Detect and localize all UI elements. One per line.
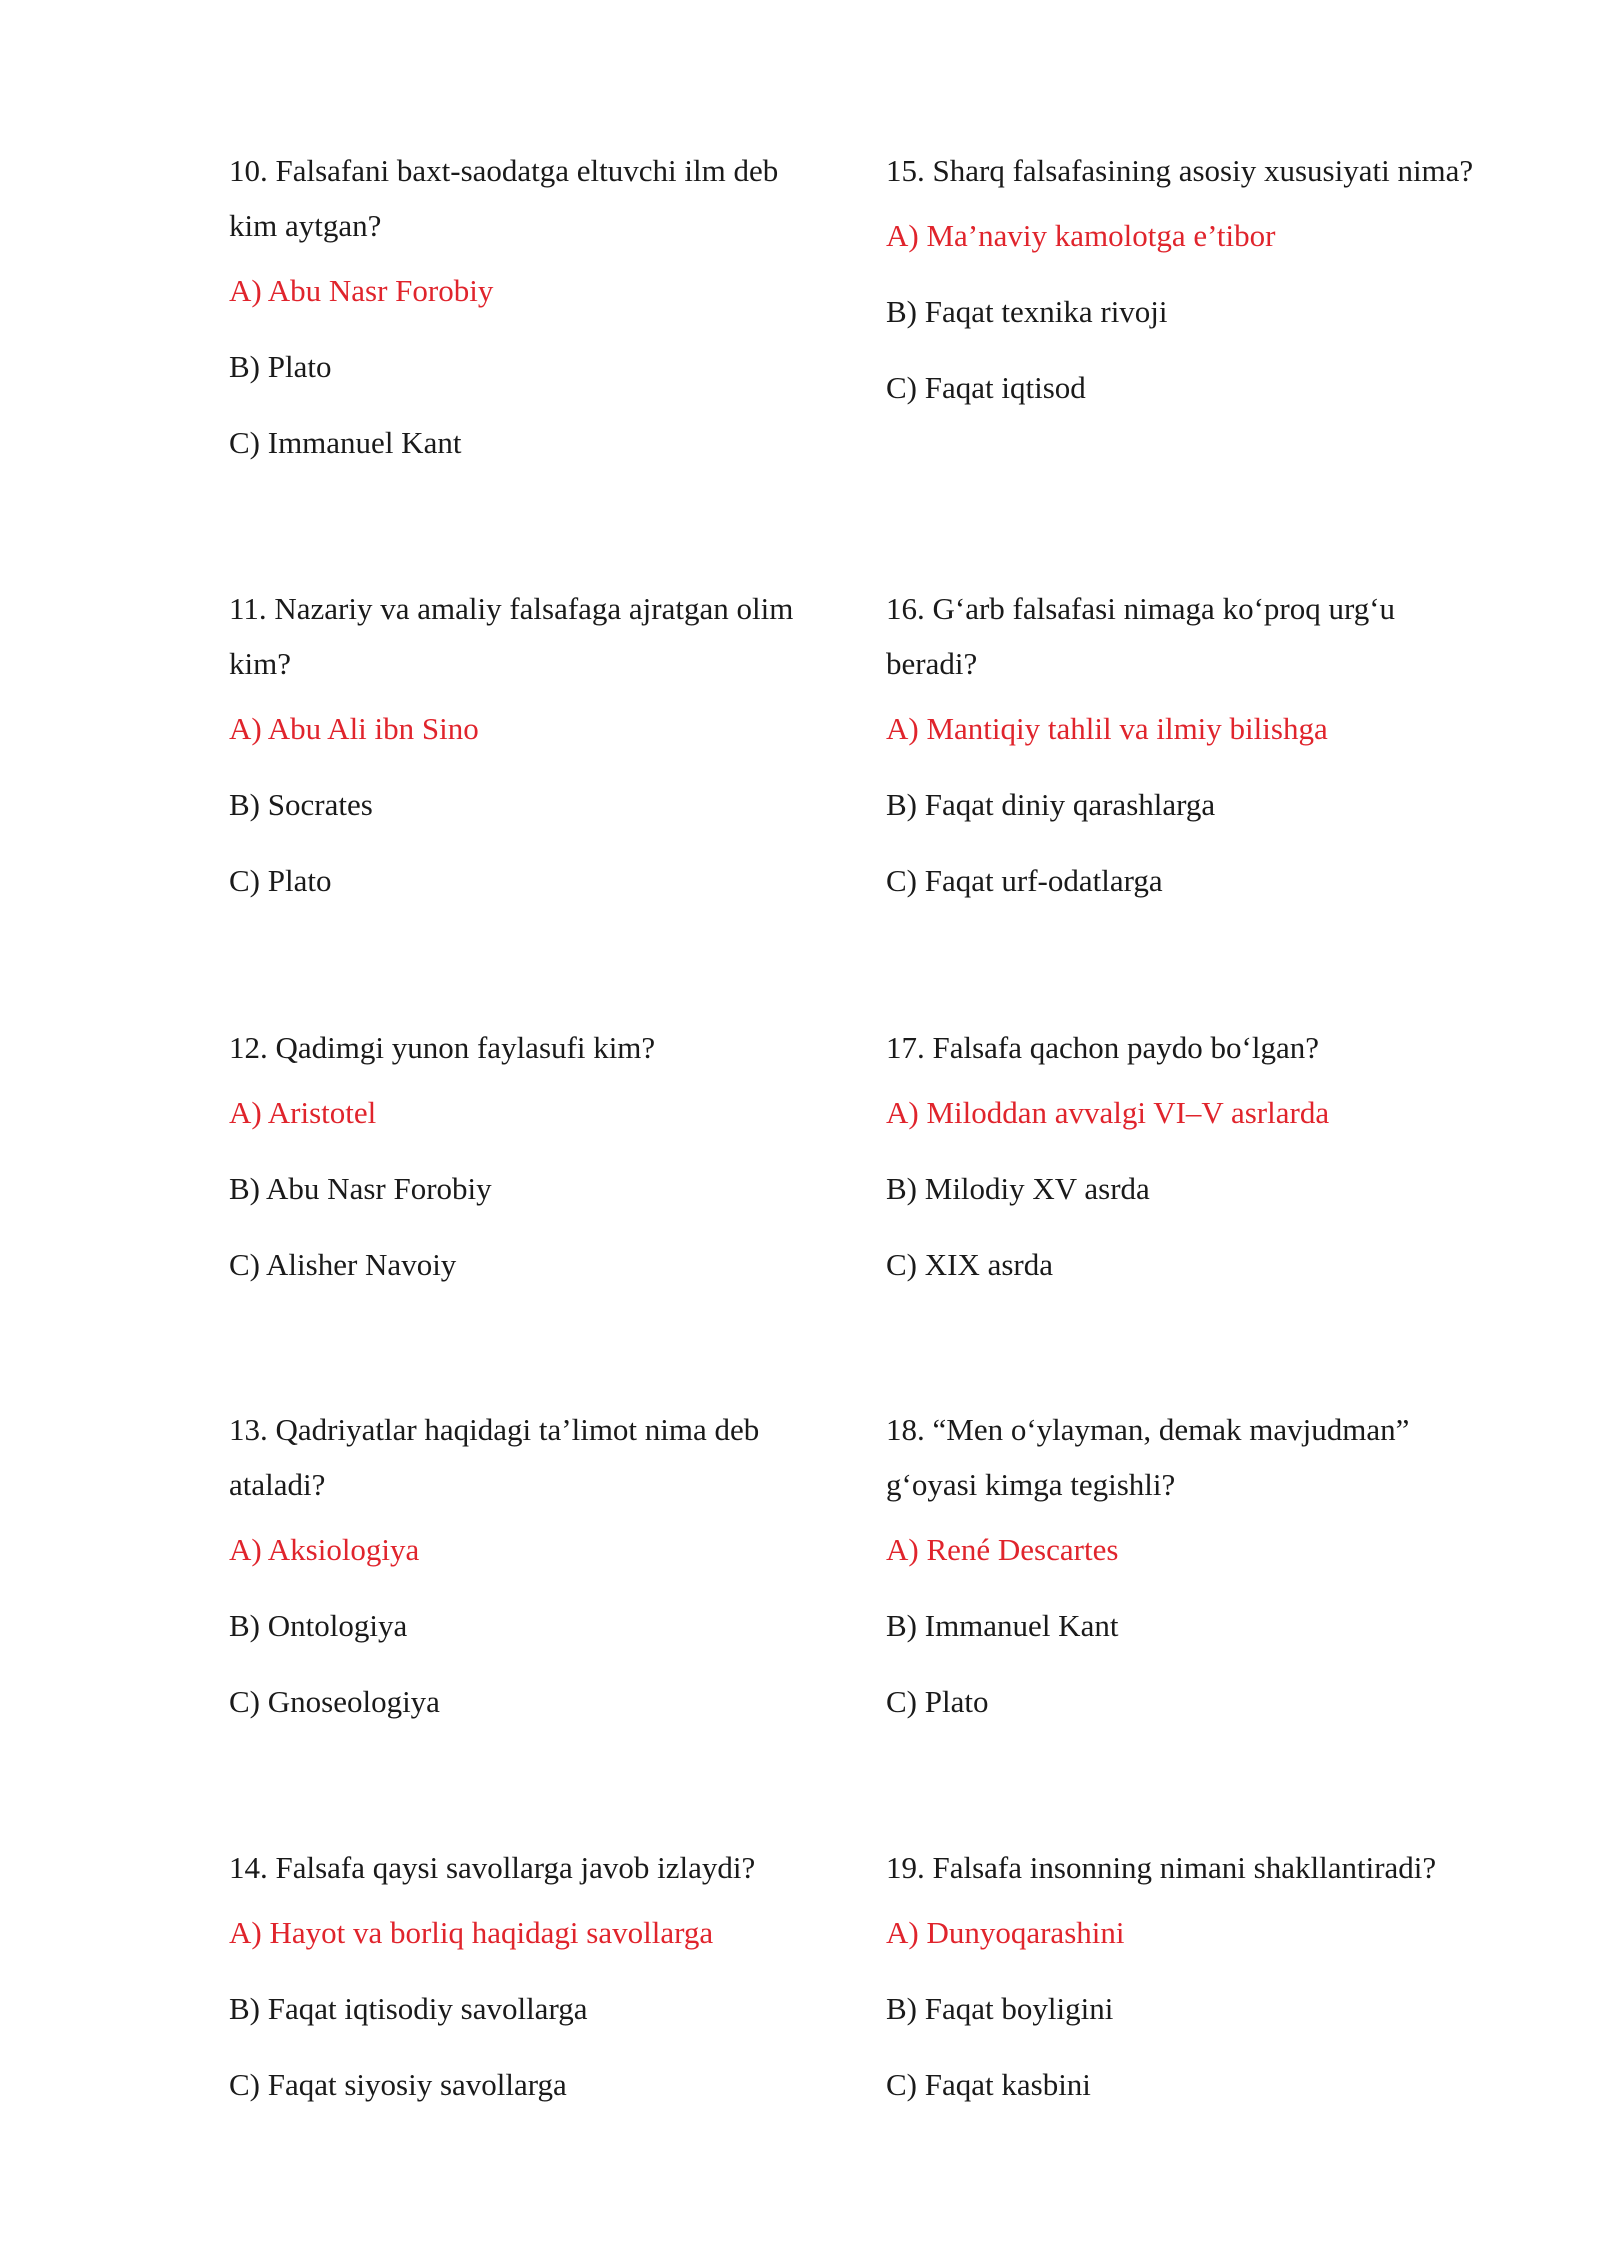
option-b: B) Milodiy XV asrda	[886, 1171, 1150, 1206]
option-a-correct: A) Mantiqiy tahlil va ilmiy bilishga	[886, 711, 1328, 746]
question-15	[886, 143, 1486, 408]
question-10	[229, 143, 829, 463]
option-b: B) Ontologiya	[229, 1608, 408, 1643]
option-a-correct: A) Aristotel	[229, 1095, 377, 1130]
question-12	[229, 1020, 829, 1285]
option-a-correct: A) Hayot va borliq haqidagi savollarga	[229, 1915, 714, 1950]
question-text: 14. Falsafa qaysi savollarga javob izlaydi?	[229, 1850, 756, 1885]
question-19	[886, 1840, 1486, 2105]
option-a-correct: A) René Descartes	[886, 1532, 1119, 1567]
option-b: B) Faqat boyligini	[886, 1991, 1114, 2026]
option-c: C) XIX asrda	[886, 1247, 1054, 1282]
question-text: 16. G‘arb falsafasi nimaga ko‘proq urg‘u beradi?	[886, 591, 1396, 681]
question-13	[229, 1402, 829, 1722]
question-text: 19. Falsafa insonning nimani shakllantiradi?	[886, 1850, 1437, 1885]
option-c: C) Faqat iqtisod	[886, 370, 1086, 405]
option-a-correct: A) Ma’naviy kamolotga e’tibor	[886, 218, 1276, 253]
option-c: C) Plato	[886, 1684, 989, 1719]
option-b: B) Socrates	[229, 787, 373, 822]
question-text: 10. Falsafani baxt-saodatga eltuvchi ilm deb kim aytgan?	[229, 153, 779, 243]
question-text: 13. Qadriyatlar haqidagi ta’limot nima deb ataladi?	[229, 1412, 760, 1502]
option-b: B) Plato	[229, 349, 332, 384]
option-a-correct: A) Miloddan avvalgi VI–V asrlarda	[886, 1095, 1330, 1130]
option-c: C) Alisher Navoiy	[229, 1247, 457, 1282]
question-16	[886, 581, 1486, 901]
question-17	[886, 1020, 1486, 1285]
question-14	[229, 1840, 829, 2105]
question-text: 18. “Men o‘ylayman, demak mavjudman” g‘oyasi kimga tegishli?	[886, 1412, 1410, 1502]
option-b: B) Abu Nasr Forobiy	[229, 1171, 492, 1206]
question-18	[886, 1402, 1486, 1722]
question-text: 17. Falsafa qachon paydo bo‘lgan?	[886, 1030, 1320, 1065]
option-a-correct: A) Dunyoqarashini	[886, 1915, 1125, 1950]
option-b: B) Faqat texnika rivoji	[886, 294, 1168, 329]
option-c: C) Faqat siyosiy savollarga	[229, 2067, 567, 2102]
option-b: B) Faqat diniy qarashlarga	[886, 787, 1216, 822]
question-11	[229, 581, 829, 901]
question-text: 15. Sharq falsafasining asosiy xususiyati nima?	[886, 153, 1474, 188]
question-text: 11. Nazariy va amaliy falsafaga ajratgan olim kim?	[229, 591, 794, 681]
option-b: B) Immanuel Kant	[886, 1608, 1119, 1643]
option-c: C) Faqat kasbini	[886, 2067, 1091, 2102]
option-a-correct: A) Abu Nasr Forobiy	[229, 273, 494, 308]
option-b: B) Faqat iqtisodiy savollarga	[229, 1991, 588, 2026]
question-text: 12. Qadimgi yunon faylasufi kim?	[229, 1030, 656, 1065]
option-c: C) Plato	[229, 863, 332, 898]
option-c: C) Gnoseologiya	[229, 1684, 440, 1719]
option-a-correct: A) Abu Ali ibn Sino	[229, 711, 479, 746]
option-c: C) Immanuel Kant	[229, 425, 462, 460]
option-c: C) Faqat urf-odatlarga	[886, 863, 1163, 898]
option-a-correct: A) Aksiologiya	[229, 1532, 420, 1567]
